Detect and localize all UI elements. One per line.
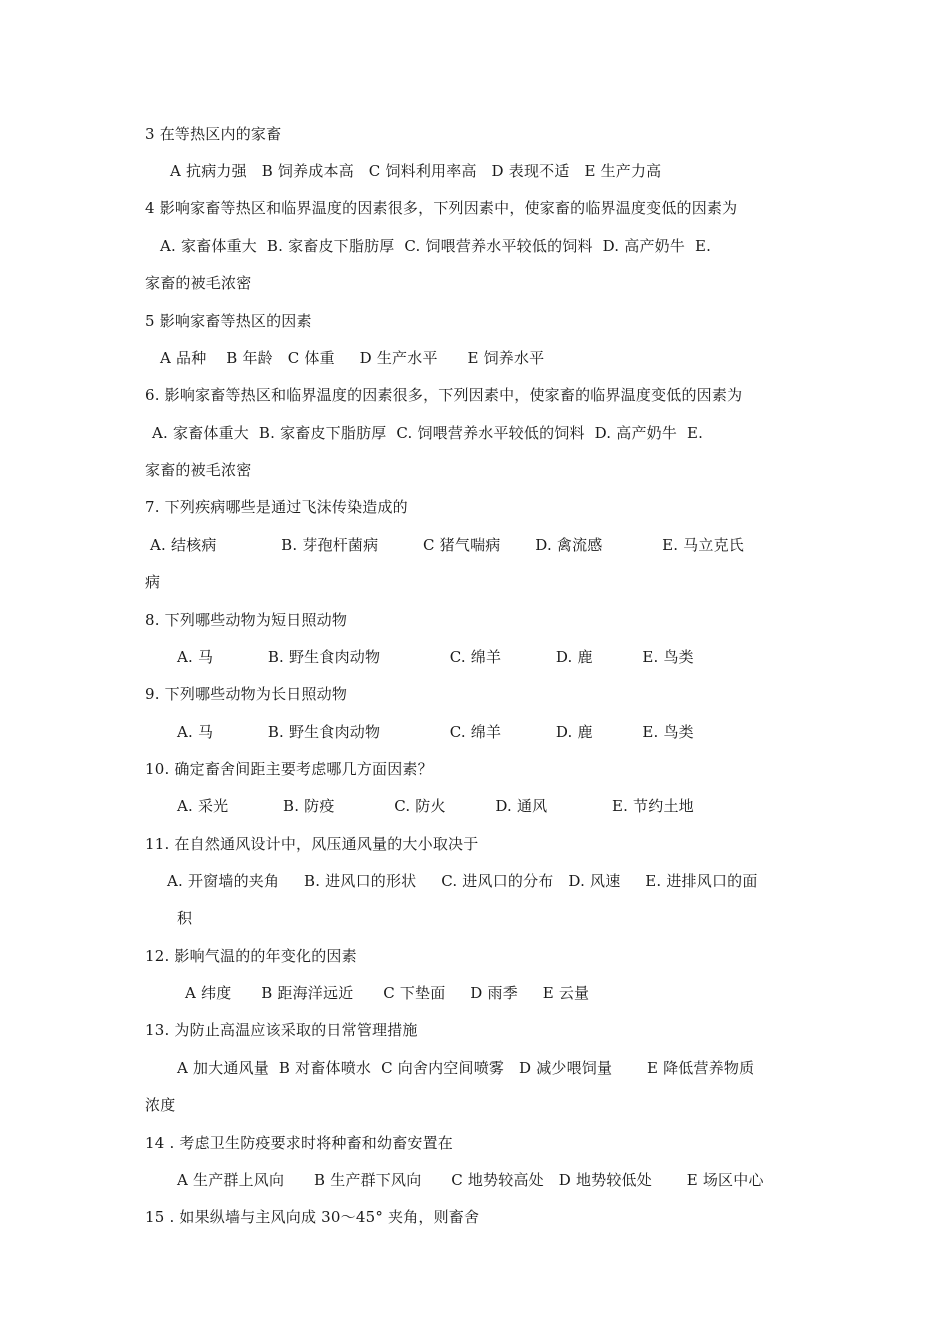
q4-options-cont: 家畜的被毛浓密 (145, 274, 252, 292)
q9-options: A. 马 B. 野生食肉动物 C. 绵羊 D. 鹿 E. 鸟类 (177, 723, 694, 741)
q7-options: A. 结核病 B. 芽孢杆菌病 C 猪气喘病 D. 禽流感 E. 马立克氏 (150, 536, 744, 554)
q9-stem: 9. 下列哪些动物为长日照动物 (145, 685, 348, 703)
q7-options-cont: 病 (145, 573, 161, 591)
q13-options-cont: 浓度 (145, 1096, 176, 1114)
q14-stem: 14 . 考虑卫生防疫要求时将种畜和幼畜安置在 (145, 1134, 453, 1152)
q8-stem: 8. 下列哪些动物为短日照动物 (145, 611, 348, 629)
q13-stem: 13. 为防止高温应该采取的日常管理措施 (145, 1021, 418, 1039)
q14-options: A 生产群上风向 B 生产群下风向 C 地势较高处 D 地势较低处 E 场区中心 (177, 1171, 764, 1189)
q8-options: A. 马 B. 野生食肉动物 C. 绵羊 D. 鹿 E. 鸟类 (177, 648, 694, 666)
q13-options: A 加大通风量 B 对畜体喷水 C 向舍内空间喷雾 D 减少喂饲量 E 降低营养物质 (177, 1059, 755, 1077)
q10-stem: 10. 确定畜舍间距主要考虑哪几方面因素？ (145, 760, 433, 778)
q6-options: A. 家畜体重大 B. 家畜皮下脂肪厚 C. 饲喂营养水平较低的饲料 D. 高产奶牛 E. (152, 424, 704, 442)
q10-options: A. 采光 B. 防疫 C. 防火 D. 通风 E. 节约土地 (177, 797, 694, 815)
q12-stem: 12. 影响气温的的年变化的因素 (145, 947, 357, 965)
q11-options: A. 开窗墙的夹角 B. 进风口的形状 C. 进风口的分布 D. 风速 E. 进排风口的面 (167, 872, 758, 890)
q5-stem: 5 影响家畜等热区的因素 (145, 312, 312, 330)
q3-stem: 3 在等热区内的家畜 (145, 125, 282, 143)
q12-options: A 纬度 B 距海洋远近 C 下垫面 D 雨季 E 云量 (185, 984, 590, 1002)
q11-stem: 11. 在自然通风设计中，风压通风量的大小取决于 (145, 835, 479, 853)
q11-options-cont: 积 (177, 909, 193, 927)
q6-options-cont: 家畜的被毛浓密 (145, 461, 252, 479)
q3-options: A 抗病力强 B 饲养成本高 C 饲料利用率高 D 表现不适 E 生产力高 (170, 162, 662, 180)
q4-stem: 4 影响家畜等热区和临界温度的因素很多，下列因素中，使家畜的临界温度变低的因素为 (145, 199, 738, 217)
q5-options: A 品种 B 年龄 C 体重 D 生产水平 E 饲养水平 (160, 349, 545, 367)
q7-stem: 7. 下列疾病哪些是通过飞沫传染造成的 (145, 498, 408, 516)
q4-options: A. 家畜体重大 B. 家畜皮下脂肪厚 C. 饲喂营养水平较低的饲料 D. 高产奶牛 E. (160, 237, 712, 255)
q6-stem: 6. 影响家畜等热区和临界温度的因素很多，下列因素中，使家畜的临界温度变低的因素为 (145, 386, 743, 404)
q15-stem: 15 . 如果纵墙与主风向成 30～45° 夹角，则畜舍 (145, 1208, 480, 1226)
